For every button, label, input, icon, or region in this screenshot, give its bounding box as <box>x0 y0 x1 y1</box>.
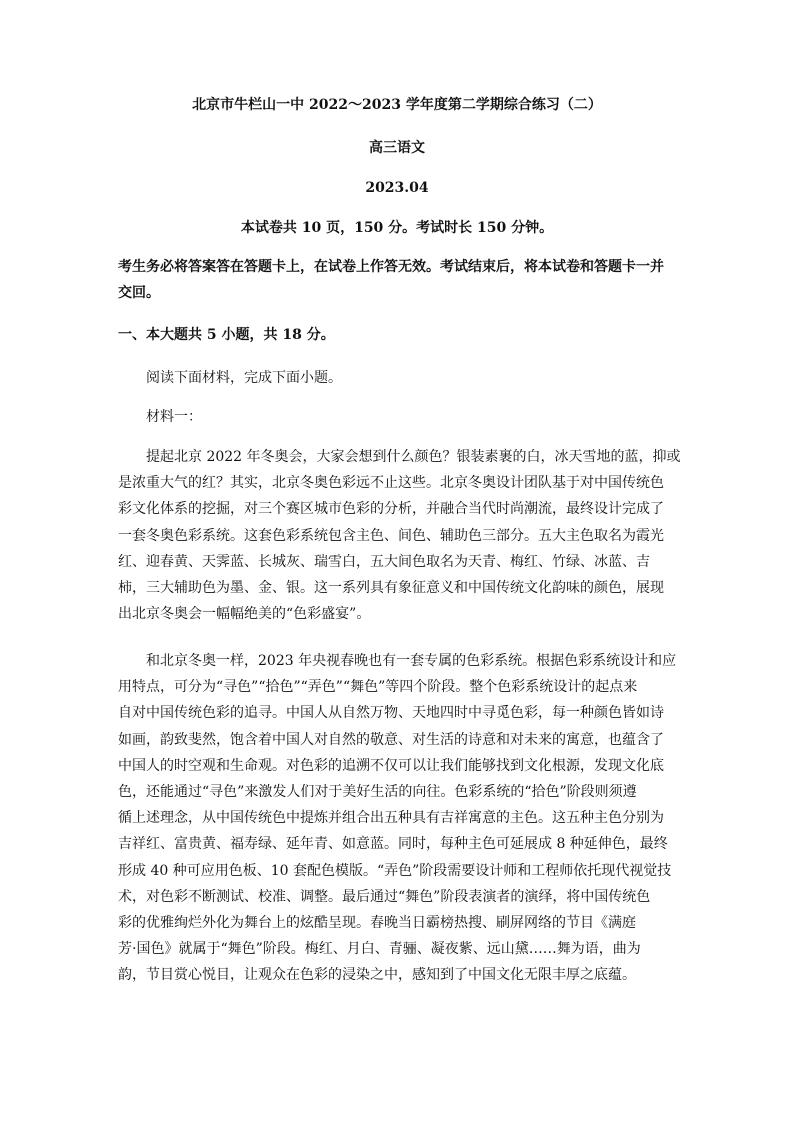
notice-line: 交回。 <box>118 285 160 301</box>
paragraph-line: 彩文化体系的挖掘，对三个赛区城市色彩的分析，并融合当代时尚潮流，最终设计完成了 <box>118 501 664 518</box>
paragraph-line: 出北京冬奥会一幅幅绝美的“色彩盛宴”。 <box>118 606 371 623</box>
paragraph-line: 是浓重大气的红？其实，北京冬奥色彩远不止这些。北京冬奥设计团队基于对中国传统色 <box>118 475 664 492</box>
paragraph-line: 如画，韵致斐然，饱含着中国人对自然的敬意、对生活的诗意和对未来的寓意，也蕴含了 <box>118 731 664 748</box>
paragraph-line: 用特点，可分为“寻色”“拾色”“弄色”“舞色”等四个阶段。整个色彩系统设计的起点来 <box>118 679 638 696</box>
paragraph-line: 形成 40 种可应用色板、10 套配色模版。“弄色”阶段需要设计师和工程师依托现代视觉技 <box>118 862 672 879</box>
paragraph-line: 彩的优雅绚烂外化为舞台上的炫酷呈现。春晚当日霸榜热搜、刷屏网络的节目《满庭 <box>118 914 636 931</box>
paragraph-line: 芳·国色》就属于“舞色”阶段。梅红、月白、青骊、凝夜紫、远山黛……舞为语，曲为 <box>118 941 641 958</box>
section-heading: 一、本大题共 5 小题，共 18 分。 <box>118 327 335 343</box>
paragraph-line: 韵，节目赏心悦目，让观众在色彩的浸染之中，感知到了中国文化无限丰厚之底蕴。 <box>118 967 636 984</box>
paragraph-line: 循上述理念，从中国传统色中提炼并组合出五种具有吉祥寓意的主色。这五种主色分别为 <box>118 810 664 827</box>
paragraph-one <box>118 444 682 627</box>
section-instruction: 阅读下面材料，完成下面小题。 <box>146 370 342 386</box>
notice-block <box>118 254 682 306</box>
paragraph-line: 提起北京 2022 年冬奥会，大家会想到什么颜色？银装素裹的白，冰天雪地的蓝，抑或 <box>146 449 681 465</box>
material-label: 材料一： <box>146 409 202 425</box>
paragraph-line: 一套冬奥色彩系统。这套色彩系统包含主色、间色、辅助色三部分。五大主色取名为霞光 <box>118 527 664 544</box>
exam-title: 北京市牛栏山一中 2022～2023 学年度第二学期综合练习（二） <box>192 97 602 113</box>
paragraph-two <box>118 648 682 988</box>
paragraph-line: 红、迎春黄、天霁蓝、长城灰、瑞雪白，五大间色取名为天青、梅红、竹绿、冰蓝、吉 <box>118 553 650 570</box>
subject-title: 高三语文 <box>369 140 425 156</box>
exam-date: 2023.04 <box>365 180 429 196</box>
paragraph-line: 术，对色彩不断测试、校准、调整。最后通过“舞色”阶段表演者的演绎，将中国传统色 <box>118 888 651 905</box>
paragraph-line: 吉祥红、富贵黄、福寿绿、延年青、如意蓝。同时，每种主色可延展成 8 种延伸色，最终 <box>118 836 668 853</box>
paragraph-line: 自对中国传统色彩的追寻。中国人从自然万物、天地四时中寻觅色彩，每一种颜色皆如诗 <box>118 705 664 722</box>
paragraph-line: 色，还能通过“寻色”来激发人们对于美好生活的向往。色彩系统的“拾色”阶段则须遵 <box>118 783 637 800</box>
paragraph-line: 柿，三大辅助色为墨、金、银。这一系列具有象征意义和中国传统文化韵味的颜色，展现 <box>118 579 664 596</box>
notice-line: 考生务必将答案答在答题卡上，在试卷上作答无效。考试结束后，将本试卷和答题卡一并 <box>118 259 664 275</box>
paragraph-line: 中国人的时空观和生命观。对色彩的追溯不仅可以让我们能够找到文化根源，发现文化底 <box>118 757 664 774</box>
paragraph-line: 和北京冬奥一样，2023 年央视春晚也有一套专属的色彩系统。根据色彩系统设计和应 <box>146 653 677 669</box>
exam-info: 本试卷共 10 页，150 分。考试时长 150 分钟。 <box>240 220 554 236</box>
